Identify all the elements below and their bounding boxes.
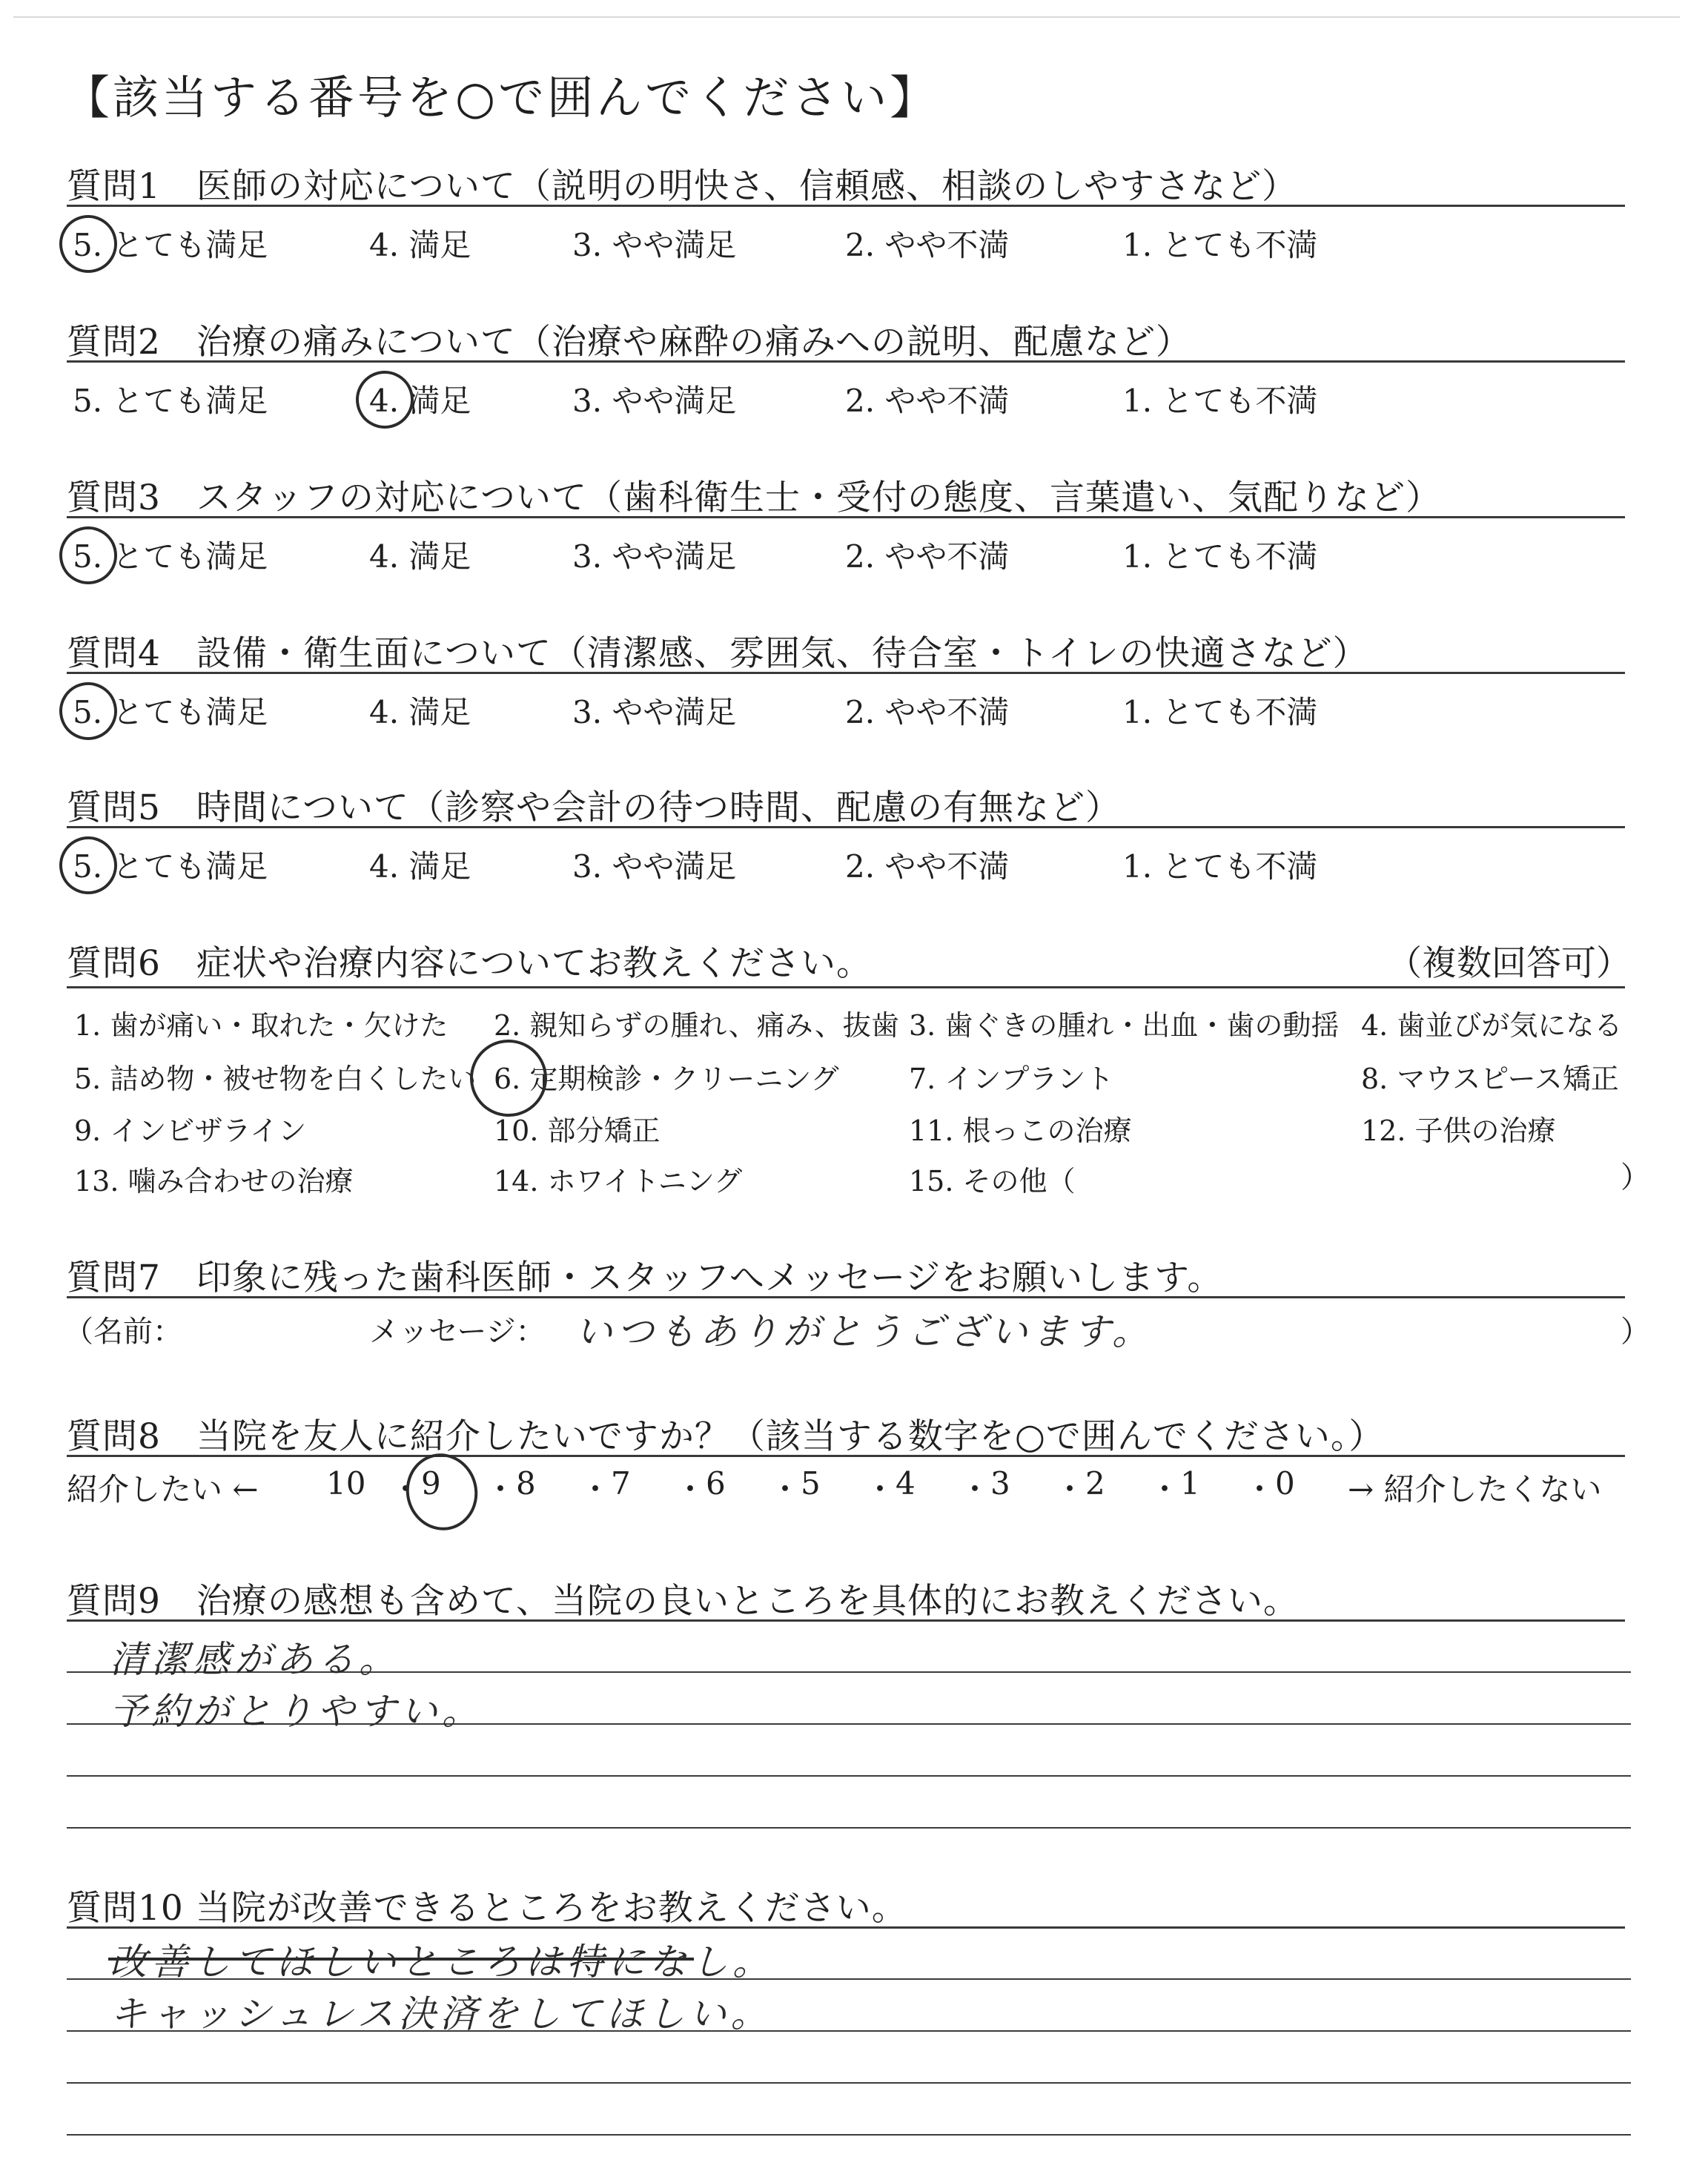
rating-option-5[interactable]: 5. とても満足 [73,227,268,263]
question-3 [67,470,1631,575]
question-6 [67,936,1631,1003]
treatment-option-5[interactable]: 5. 詰め物・被せ物を白くしたい [74,1063,477,1095]
rating-option-1[interactable]: 1. とても不満 [1122,538,1318,575]
question-6-rule [67,986,1625,988]
scale-number-0[interactable]: 0 [1275,1465,1295,1502]
rating-option-1[interactable]: 1. とても不満 [1122,227,1318,263]
q9-answer-line-2[interactable]: 予約がとりやすい。 [110,1690,483,1733]
rating-option-3[interactable]: 3. やや満足 [572,694,737,730]
treatment-option-12[interactable]: 12. 子供の治療 [1361,1114,1556,1147]
scale-number-10[interactable]: 10 [326,1465,366,1502]
question-1-rule [67,205,1625,207]
multiple-answers-note: （複数回答可） [1387,943,1631,984]
rating-options [67,377,1631,421]
question-10-rule [67,1926,1625,1929]
scale-separator: ・ [769,1471,801,1507]
scale-separator: ・ [580,1471,612,1507]
rating-option-2[interactable]: 2. やや不満 [845,848,1010,885]
treatment-option-1[interactable]: 1. 歯が痛い・取れた・欠けた [74,1009,448,1042]
question-7-rule [67,1296,1625,1298]
rating-options [67,221,1631,265]
treatment-option-6[interactable]: 6. 定期検診・クリーニング [494,1063,839,1095]
q10-answer-line-1[interactable]: 改善してほしいところは特になし。 [110,1941,774,1984]
treatment-option-7[interactable]: 7. インプラント [909,1063,1114,1095]
scale-number-3[interactable]: 3 [990,1465,1010,1502]
rating-option-4[interactable]: 4. 満足 [369,538,471,575]
rating-options [67,532,1631,577]
question-3-label: 質問3 スタッフの対応について（歯科衛生士・受付の態度、言葉遣い、気配りなど） [67,478,1441,518]
question-1-label: 質問1 医師の対応について（説明の明快さ、信頼感、相談のしやすさなど） [67,166,1298,207]
question-7-label: 質問7 印象に残った歯科医師・スタッフへメッセージをお願いします。 [67,1258,1223,1298]
treatment-option-10[interactable]: 10. 部分矯正 [494,1114,661,1147]
question-8-label: 質問8 当院を友人に紹介したいですか？（該当する数字を○で囲んでください。） [67,1416,1385,1457]
rating-option-2[interactable]: 2. やや不満 [845,538,1010,575]
rating-options [67,842,1631,887]
scale-number-2[interactable]: 2 [1085,1465,1105,1502]
question-5-label: 質問5 時間について（診察や会計の待つ時間、配慮の有無など） [67,787,1121,828]
question-2-label: 質問2 治療の痛みについて（治療や麻酔の痛みへの説明、配慮など） [67,322,1192,363]
rating-option-5[interactable]: 5. とても満足 [73,383,268,419]
writing-line [67,1775,1631,1777]
rating-option-5[interactable]: 5. とても満足 [73,848,268,885]
scale-number-1[interactable]: 1 [1180,1465,1200,1502]
question-9-label: 質問9 治療の感想も含めて、当院の良いところを具体的にお教えください。 [67,1581,1299,1622]
treatment-option-13[interactable]: 13. 噛み合わせの治療 [74,1165,354,1198]
rating-option-5[interactable]: 5. とても満足 [73,538,268,575]
rating-option-4[interactable]: 4. 満足 [369,227,471,263]
name-label: （名前： [64,1315,182,1349]
scale-separator: ・ [485,1471,517,1507]
writing-line [67,2134,1631,2136]
scale-separator: ・ [1149,1471,1181,1507]
message-close-paren: ） [1621,1315,1650,1349]
scale-number-9[interactable]: 9 [421,1465,441,1502]
treatment-option-14[interactable]: 14. ホワイトニング [494,1165,743,1198]
question-2-rule [67,360,1625,363]
rating-option-1[interactable]: 1. とても不満 [1122,694,1318,730]
rating-option-5[interactable]: 5. とても満足 [73,694,268,730]
treatment-option-11[interactable]: 11. 根っこの治療 [909,1114,1132,1147]
q10-answer-line-2[interactable]: キャッシュレス決済をしてほしい。 [110,1992,772,2035]
scale-separator: ・ [1244,1471,1276,1507]
rating-option-4[interactable]: 4. 満足 [369,383,471,419]
rating-option-4[interactable]: 4. 満足 [369,848,471,885]
recommend-right-label: → 紹介したくない [1348,1471,1602,1507]
question-5-rule [67,826,1625,828]
rating-option-1[interactable]: 1. とても不満 [1122,848,1318,885]
scale-number-4[interactable]: 4 [896,1465,916,1502]
rating-option-2[interactable]: 2. やや不満 [845,383,1010,419]
rating-option-1[interactable]: 1. とても不満 [1122,383,1318,419]
question-3-rule [67,516,1625,518]
top-edge-line [13,16,1680,18]
rating-option-2[interactable]: 2. やや不満 [845,694,1010,730]
q9-answer-line-1[interactable]: 清潔感がある。 [110,1638,400,1681]
scale-number-6[interactable]: 6 [706,1465,726,1502]
question-2 [67,314,1631,419]
question-4-rule [67,672,1625,674]
scale-number-5[interactable]: 5 [801,1465,821,1502]
treatment-option-9[interactable]: 9. インビザライン [74,1114,307,1147]
scale-separator: ・ [864,1471,896,1507]
treatment-option-8[interactable]: 8. マウスピース矯正 [1361,1063,1619,1095]
question-8-rule [67,1455,1625,1457]
question-6-label: 質問6 症状や治療内容についてお教えください。 [67,943,872,984]
treatment-option-3[interactable]: 3. 歯ぐきの腫れ・出血・歯の動揺 [909,1009,1340,1042]
question-9-rule [67,1619,1625,1622]
writing-line [67,2082,1631,2084]
treatment-option-4[interactable]: 4. 歯並びが気になる [1361,1009,1623,1042]
scale-separator: ・ [1054,1471,1086,1507]
message-answer[interactable]: いつもありがとうございます。 [575,1310,1153,1353]
recommend-left-label: 紹介したい ← [67,1471,259,1507]
message-label: メッセージ： [369,1315,546,1349]
rating-option-2[interactable]: 2. やや不満 [845,227,1010,263]
question-4-label: 質問4 設備・衛生面について（清潔感、雰囲気、待合室・トイレの快適さなど） [67,633,1368,674]
scale-number-7[interactable]: 7 [611,1465,631,1502]
scale-separator: ・ [675,1471,706,1507]
writing-line [67,1827,1631,1829]
scale-separator: ・ [959,1471,991,1507]
form-title: 【該当する番号を○で囲んでください】 [64,70,939,125]
rating-option-3[interactable]: 3. やや満足 [572,538,737,575]
rating-option-3[interactable]: 3. やや満足 [572,383,737,419]
question-5 [67,780,1631,885]
rating-option-4[interactable]: 4. 満足 [369,694,471,730]
scale-number-8[interactable]: 8 [516,1465,536,1502]
strikethrough-mark [108,1958,694,1961]
scale-separator: ・ [390,1471,422,1507]
treatment-option-2[interactable]: 2. 親知らずの腫れ、痛み、抜歯 [494,1009,899,1042]
rating-option-3[interactable]: 3. やや満足 [572,848,737,885]
other-close-paren: ） [1621,1160,1650,1195]
rating-option-3[interactable]: 3. やや満足 [572,227,737,263]
question-10-label: 質問10 当院が改善できるところをお教えください。 [67,1888,907,1929]
question-4 [67,626,1631,730]
question-1 [67,159,1631,263]
treatment-option-15[interactable]: 15. その他（ [909,1165,1076,1198]
rating-options [67,688,1631,733]
